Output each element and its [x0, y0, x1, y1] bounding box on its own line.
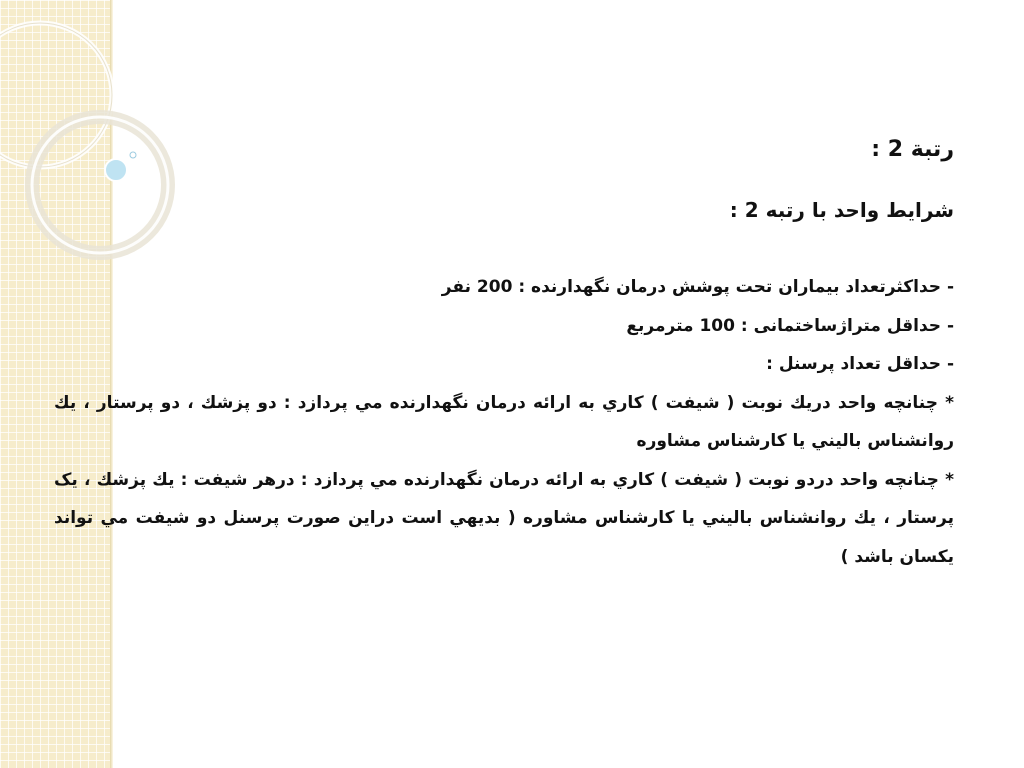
- slide-subheading: شرايط واحد با رتبه 2 :: [729, 198, 954, 222]
- single-shift-paragraph: * چنانچه واحد دريك نوبت ( شيفت ) كاري به ارائه درمان نگهدارنده مي پردازد : دو پزشك ، دو پرستار ، يك روانشناس باليني يا كارشناس مشاوره: [54, 392, 954, 451]
- requirements-list: [54, 268, 954, 576]
- double-shift-paragraph: * چنانچه واحد دردو نوبت ( شيفت ) كاري به ارائه درمان نگهدارنده مي پردازد : درهر شيفت : يك پزشك ، يک پرستار ، يك روانشناس باليني يا كارشناس مشاوره ( بديهي است دراين صورت پرسنل دو شيفت مي تواند يكسان باشد ): [54, 469, 954, 567]
- slide-heading: رتبة 2 :: [871, 137, 954, 162]
- list-item: - حداقل تعداد پرسنل :: [766, 354, 954, 374]
- list-item: - حداقل متراژساختمانى : 100 مترمربع: [626, 315, 954, 336]
- slide-content: [54, 128, 954, 576]
- list-item: - حداكثرتعداد بيماران تحت پوشش درمان نگهدارنده : 200 نفر: [441, 277, 954, 297]
